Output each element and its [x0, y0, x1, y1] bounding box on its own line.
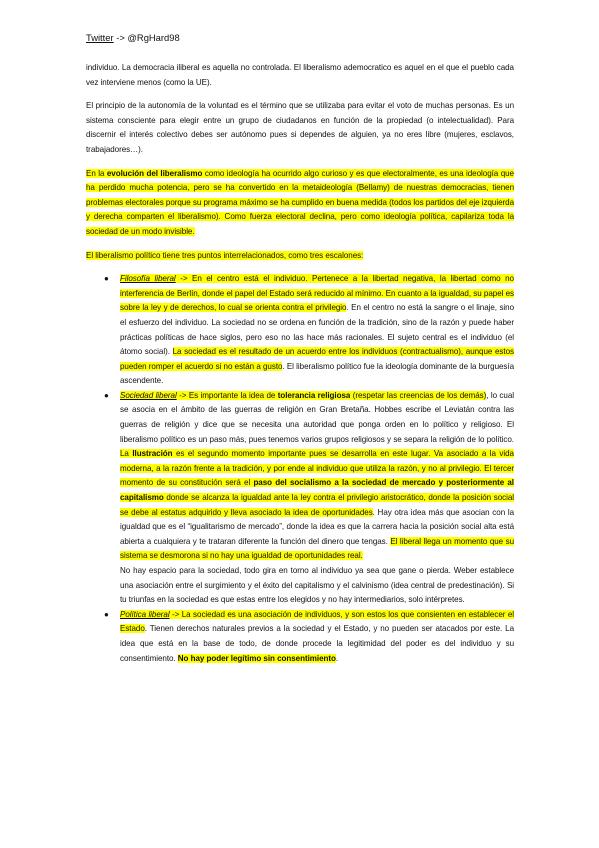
bold-term: No hay poder legítimo sin consentimiento — [177, 653, 336, 663]
highlight: -> Es importante la idea de — [176, 390, 278, 400]
twitter-link[interactable]: Twitter — [86, 32, 114, 43]
item-paragraph: No hay espacio para la sociedad, todo gira en torno al individuo ya sea que gane o pierda. Weber establece una asociación entre el surgimiento y el éxito del capitalismo y el calvinismo (idea central de predestinación). Si tu triunfas en la sociedad es que estas entre los elegidos y no hay intermediarios, solo intérpretes. — [120, 566, 514, 605]
highlight: El liberalismo político tiene tres puntos interrelacionados, como tres escalones: — [86, 250, 364, 260]
bold-term: paso del socialismo a la sociedad de mercado y posteriormente al capitalismo — [120, 478, 514, 503]
list-item — [104, 272, 515, 389]
paragraph-2: El principio de la autonomía de la voluntad es el término que se utilizaba para evitar el voto de muchas personas. Es un sistema consciente para elegir entre un grupo de ciudadanos en función de la propiedad (o intelectualidad). Para discernir el interés colectivo debes ser autónomo pues si dependes de alguien, ya no eres libre (mujeres, esclavos, trabajadores…). — [86, 101, 514, 154]
item-text: . En el centro no está la sangre o el linaje, sino el esfuerzo del individuo. La sociedad no se ordena en función de la tradición, sino de la razón y puede haber prácticas políticas de hace siglos, pero eso no las hace más racionales. El sujeto central es el individuo (el átomo social). — [120, 303, 515, 357]
bullet-icon: ● — [104, 274, 109, 284]
paragraph-4 — [86, 249, 514, 264]
bold-term: Ilustración — [132, 449, 173, 459]
highlight: -> La sociedad es una asociación de individuos, y son estos los que consienten en establecer el Estado — [120, 609, 514, 634]
list-item — [104, 608, 514, 666]
bullet-icon: ● — [104, 609, 109, 619]
item-text: . Hay otra idea más que asocian con la igualdad que es el “igualitarismo de mercado”, donde la idea es que la carrera hacia la posición social alta está abierta a cualquiera y te trataran diferente la función del dinero que tengas. — [120, 507, 514, 546]
item-text: . Tienen derechos naturales previos a la sociedad y el Estado, y no pueden ser atacados por este. La idea que está en la base de todo, de donde procede la legitimidad del poder es del individuo y su consentimiento. — [120, 624, 514, 663]
highlight: En la — [86, 168, 107, 178]
highlight: -> En el centro está el individuo. Pertenece a la libertad negativa, la libertad como no interferencia de Berlín, donde el papel del Estado será reducido al mínimo. En cuanto a la igualdad, su papel es sobre la ley y de derechos, lo cual se orienta contra el privilegio — [120, 274, 514, 313]
page-header — [86, 32, 514, 43]
bold-term: evolución del liberalismo — [106, 168, 203, 178]
highlight: La — [120, 449, 133, 459]
paragraph-3 — [86, 167, 514, 240]
item-text: . — [335, 653, 339, 663]
item-paragraph — [120, 389, 514, 564]
item-title: Sociedad liberal — [120, 390, 177, 400]
list-item — [104, 389, 514, 608]
item-text: . El liberalismo político fue la ideología dominante de la burguesía ascendente. — [120, 361, 514, 386]
item-text: , lo cual se asocia en el ámbito de las guerras de religión en Gran Bretaña. Hobbes escribe el Leviatán contra las guerras de religión y dice que se necesita una autoridad que ponga orden en lo político y religioso. El liberalismo político es un paso más, pues tenemos varios grupos religiosos y se separa la religión de lo político. — [120, 390, 514, 444]
twitter-handle: -> @RgHard98 — [113, 32, 180, 43]
paragraph-1: individuo. La democracia iliberal es aquella no controlada. El liberalismo ademocratico es aquel en el que el pueblo cada vez interviene menos (como la UE). — [86, 63, 514, 87]
bullet-list — [86, 272, 514, 666]
highlight: donde se alcanza la igualdad ante la ley contra el privilegio aristocrático, donde la posición social se debe al estatus adquirido y lleva asociado la idea de oportunidades — [120, 493, 514, 517]
bold-term: tolerancia religiosa — [277, 390, 351, 400]
item-title: Política liberal — [120, 609, 170, 619]
item-title: Filosofía liberal — [120, 274, 176, 284]
highlight: es el segundo momento importante pues se desarrolla en este lugar. Va asociado a la vida moderna, a la razón frente a la tradición, y por ende al individuo que utiliza la razón, y no al privilegio. El tercer momento de su constitución será el — [120, 449, 514, 488]
document-page — [86, 32, 514, 666]
highlight: El liberal llega un momento que su sistema se desmorona si no hay una igualdad de oportunidades real. — [120, 536, 514, 561]
highlight: como ideología ha ocurrido algo curioso y es que electoralmente, es una ideología que ha perdido mucha potencia, pero se ha convertido en la metaideología (Bellamy) de nuestras democracias, tienen problemas electorales porque su programa máximo se ha cumplido en buena medida (todos los partidos del eje izquierda y derecha comparten el liberalismo). Como fuerza electoral declina, pero como ideología política, capilariza toda la sociedad de un modo invisible. — [86, 168, 514, 236]
highlight: La sociedad es el resultado de un acuerdo entre los individuos (contractualismo), aunque estos pueden romper el acuerdo si no están a gusto — [120, 347, 514, 371]
highlight: (respetar las creencias de los demás) — [350, 390, 487, 400]
bullet-icon: ● — [104, 390, 109, 400]
